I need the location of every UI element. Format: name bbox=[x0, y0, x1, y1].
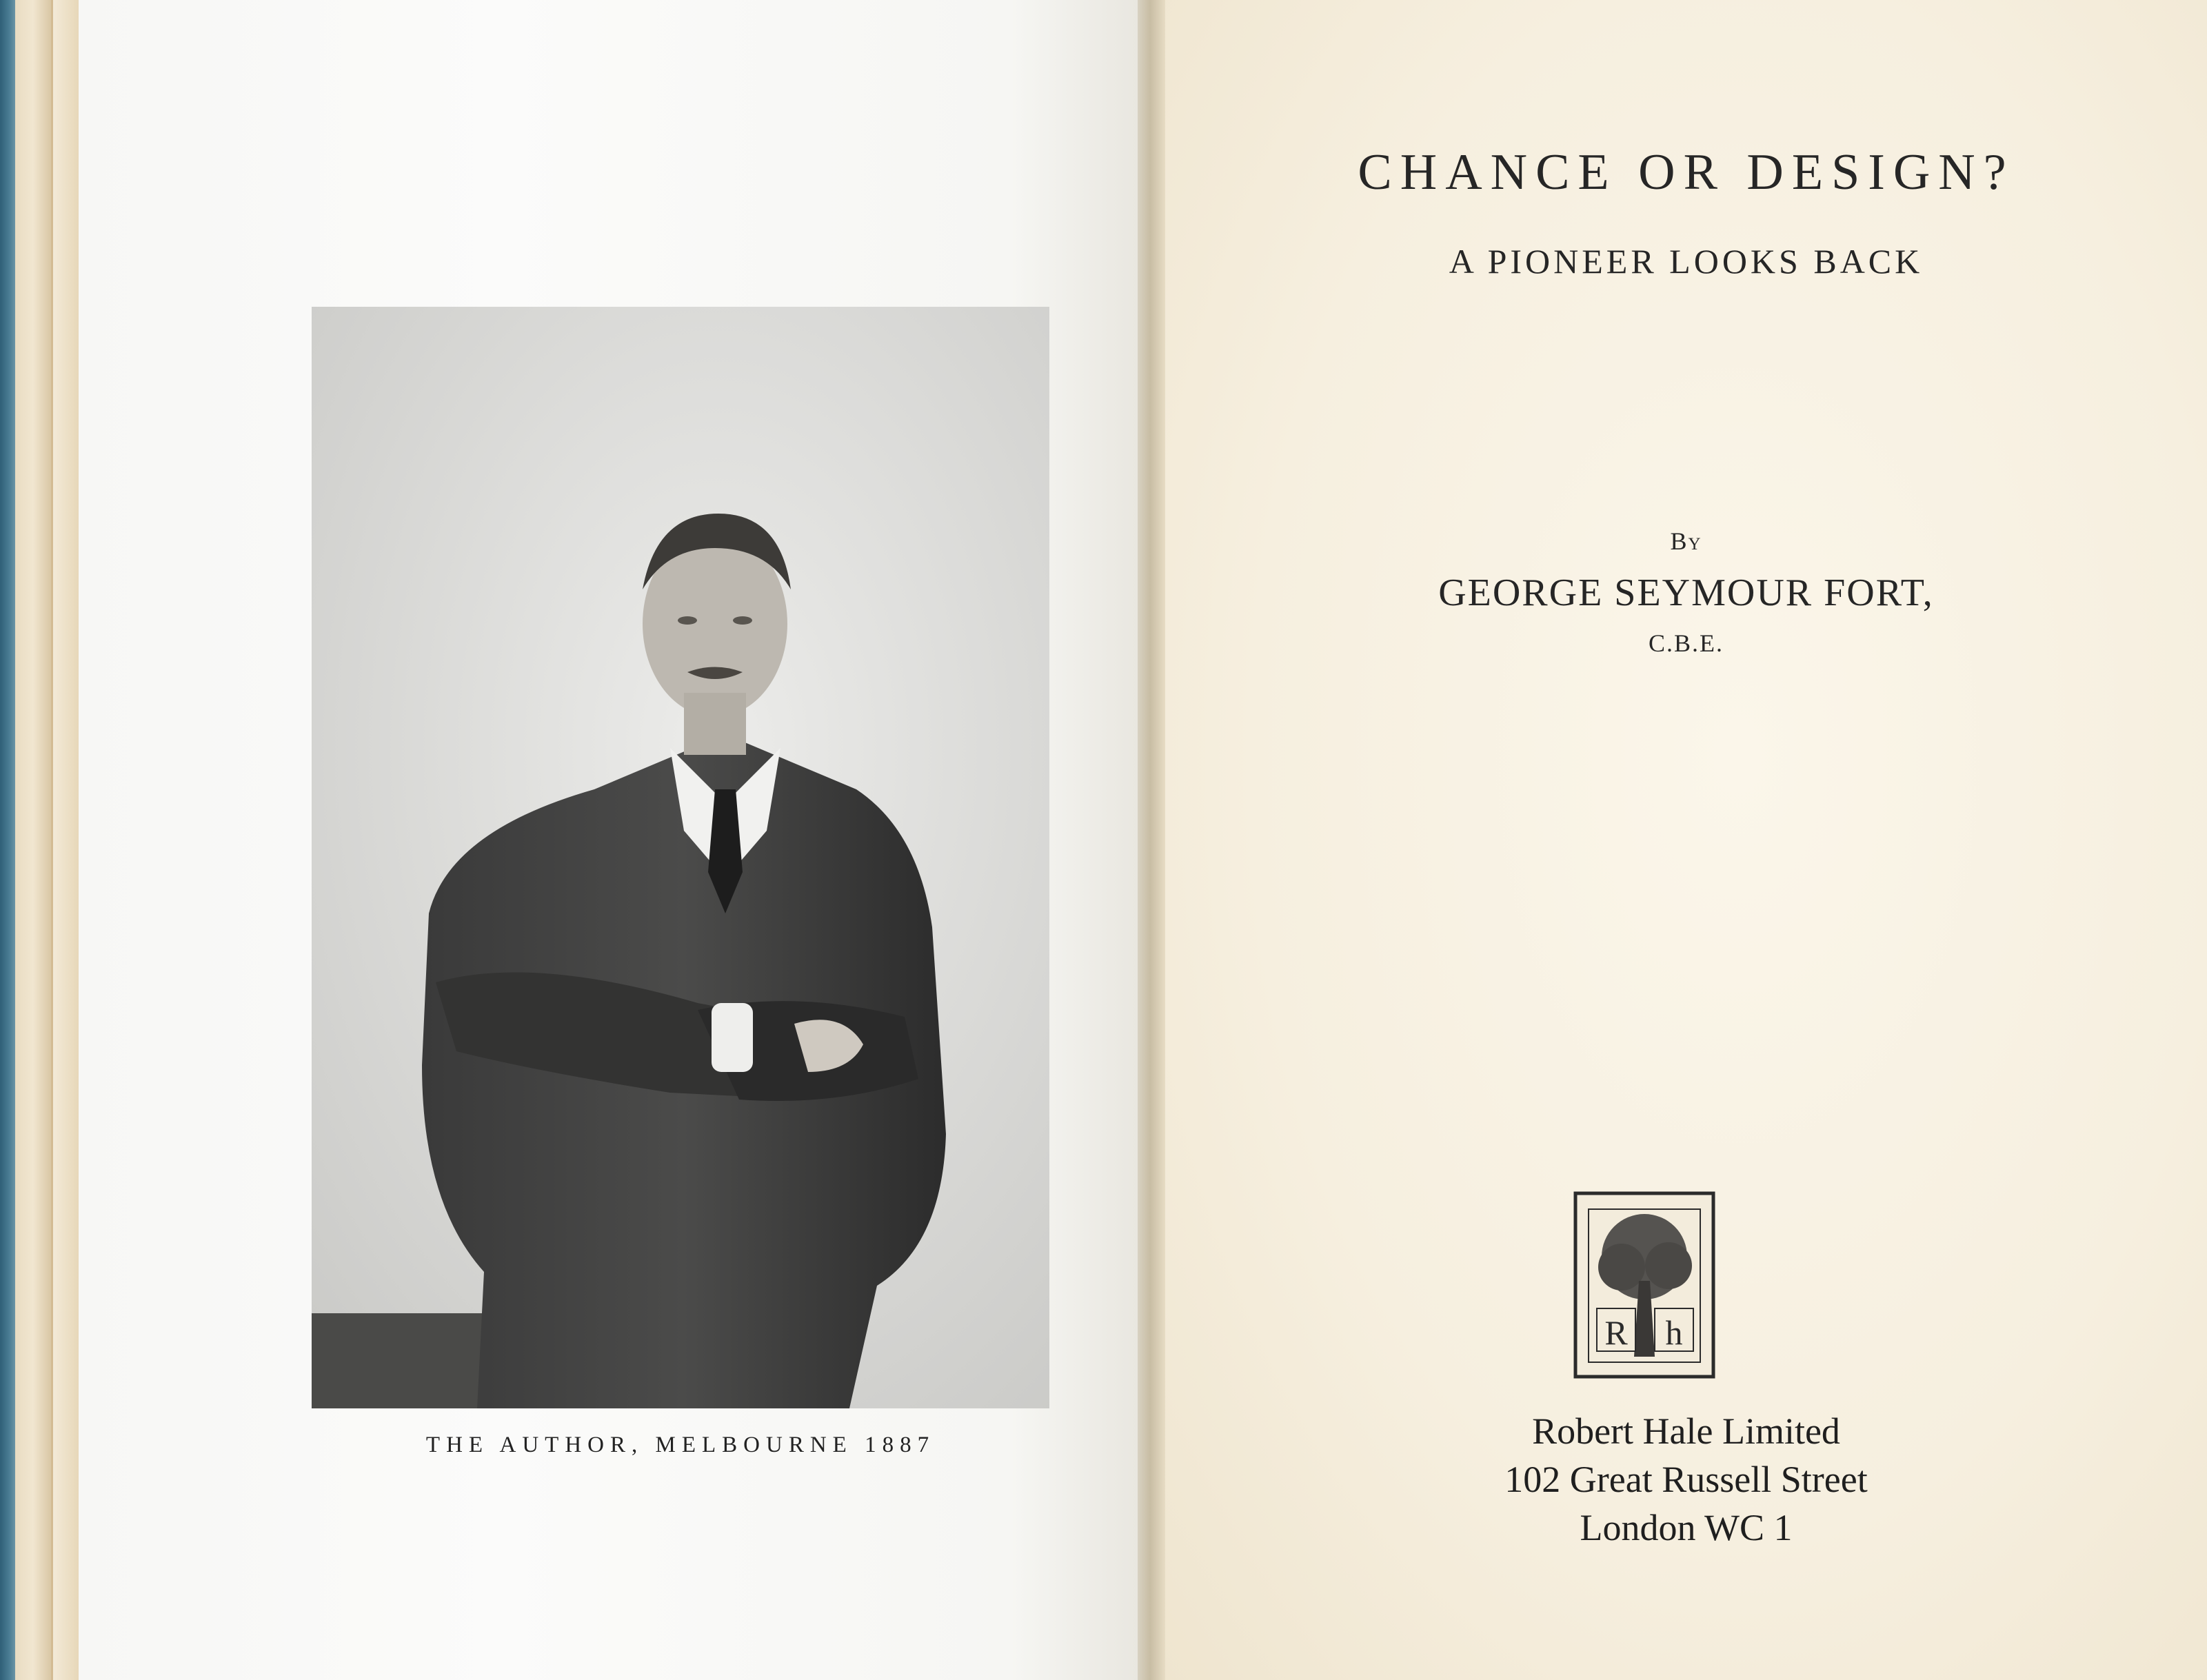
author-honours: C.B.E. bbox=[1648, 629, 1724, 657]
publisher-address-city: London WC 1 bbox=[1580, 1507, 1793, 1548]
page-stack-edge-inner bbox=[51, 0, 81, 1680]
by-line: By bbox=[1670, 527, 1702, 555]
publisher-name: Robert Hale Limited bbox=[1532, 1410, 1840, 1452]
book-gutter bbox=[1138, 0, 1165, 1680]
publisher-address-street: 102 Great Russell Street bbox=[1504, 1459, 1868, 1500]
book-title: CHANCE OR DESIGN? bbox=[1358, 144, 2015, 201]
emblem-monogram-h: h bbox=[1665, 1313, 1683, 1352]
publisher-emblem-tree-icon bbox=[1573, 1191, 1715, 1379]
page-stack-edge bbox=[15, 0, 51, 1680]
book-cover-edge bbox=[0, 0, 15, 1680]
book-subtitle: A PIONEER LOOKS BACK bbox=[1449, 242, 1924, 281]
emblem-monogram-r: R bbox=[1604, 1313, 1628, 1352]
author-portrait-photo bbox=[312, 307, 1049, 1408]
author-name: GEORGE SEYMOUR FORT, bbox=[1438, 571, 1934, 614]
photo-caption: THE AUTHOR, MELBOURNE 1887 bbox=[425, 1433, 936, 1457]
